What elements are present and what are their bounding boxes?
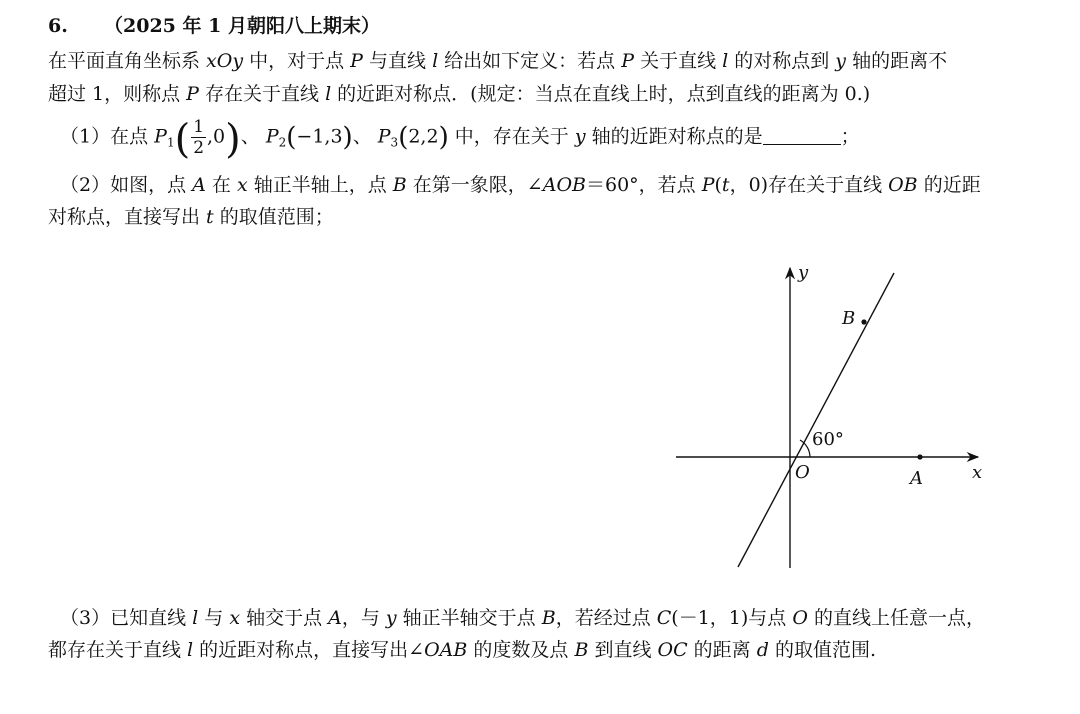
q2-text: 在 <box>205 174 237 196</box>
point-p3-coord: 2,2 <box>408 125 439 148</box>
paren-close: ) <box>342 122 353 153</box>
point-p1-name: P <box>154 125 167 148</box>
q1-text: ； <box>840 125 860 148</box>
separator: 、 <box>352 125 378 148</box>
intro-text: 与直线 <box>362 50 433 72</box>
math-var: OAB <box>424 639 468 661</box>
origin-label: O <box>795 462 810 483</box>
q3-text: 到直线 <box>588 639 658 661</box>
math-var: P <box>621 50 635 72</box>
math-var: A <box>192 174 206 196</box>
math-var: B <box>574 639 589 661</box>
q3-text: 的距离 <box>687 639 757 661</box>
intro-text: 轴的距离不 <box>846 50 948 72</box>
paren-open: ( <box>174 116 191 163</box>
math-var: x <box>236 174 248 196</box>
intro-text: 存在关于直线 <box>198 83 326 105</box>
q3-text: ，与 <box>341 607 386 629</box>
intro-text: 给出如下定义：若点 <box>438 50 622 72</box>
math-var: l <box>432 50 439 72</box>
math-var: P <box>186 83 199 105</box>
q3-text: 的度数及点 <box>467 639 575 661</box>
q3-text: ，若经过点 <box>555 607 657 629</box>
math-var: t <box>206 206 214 228</box>
point-p2-subscript: 2 <box>278 135 287 150</box>
q2-text: 的近距 <box>917 174 981 196</box>
math-var: l <box>187 639 194 661</box>
math-var: t <box>721 174 730 196</box>
q3-text: （3）已知直线 <box>60 607 193 629</box>
angle-label: 60° <box>812 429 844 450</box>
line-ob <box>738 273 894 567</box>
math-var: x <box>229 607 241 629</box>
question-3-line-1 <box>60 604 985 632</box>
math-var: l <box>192 607 199 629</box>
problem-number: 6. <box>48 15 68 37</box>
math-var: d <box>756 639 769 661</box>
math-var: C <box>656 607 672 629</box>
q1-label: （1）在点 <box>60 125 155 148</box>
q3-text: (－1，1)与点 <box>671 607 793 629</box>
intro-text: 超过 1，则称点 <box>48 83 187 105</box>
point-p3-subscript: 3 <box>390 135 399 150</box>
math-var: AOB <box>542 174 586 196</box>
q2-text: 的取值范围； <box>213 206 334 228</box>
intro-text: 中，对于点 <box>243 50 351 72</box>
point-p1-rest: ,0 <box>207 125 226 148</box>
math-var: P <box>350 50 363 72</box>
question-3-line-2 <box>48 636 876 664</box>
math-var: OC <box>657 639 688 661</box>
q1-text: 中，存在关于 <box>448 125 575 148</box>
point-p1-subscript: 1 <box>166 135 175 150</box>
point-b-dot <box>861 319 866 324</box>
q3-text: 轴正半轴交于点 <box>396 607 542 629</box>
q2-text: 对称点，直接写出 <box>48 206 207 228</box>
paren-open: ( <box>286 122 297 153</box>
math-var: OB <box>888 174 918 196</box>
math-var: O <box>792 607 808 629</box>
math-var: P <box>701 174 715 196</box>
q2-text: ＝60°，若点 <box>585 174 702 196</box>
q2-text: ( <box>714 174 722 196</box>
math-var: y <box>385 607 397 629</box>
math-var: B <box>541 607 556 629</box>
fraction-numerator: 1 <box>193 117 205 137</box>
q3-text: 的取值范围. <box>768 639 876 661</box>
point-a-dot <box>917 454 922 459</box>
paren-open: ( <box>398 122 409 153</box>
paren-close: ) <box>225 116 241 163</box>
point-p2-name: P <box>265 125 279 148</box>
fraction-denominator: 2 <box>193 138 205 158</box>
point-b-label: B <box>842 308 856 329</box>
q1-text: 轴的近距对称点的是 <box>585 125 763 148</box>
point-p2-coord: −1,3 <box>296 125 343 148</box>
math-var: A <box>328 607 342 629</box>
q2-text: （2）如图，点 <box>60 174 193 196</box>
problem-source: （2025 年 1 月朝阳八上期末） <box>104 15 380 37</box>
q3-text: 的直线上任意一点， <box>807 607 985 629</box>
y-axis-label: y <box>798 262 809 283</box>
x-axis-label: x <box>972 462 983 483</box>
q3-text: 轴交于点 <box>240 607 329 629</box>
q3-text: 都存在关于直线 <box>48 639 188 661</box>
point-p3-name: P <box>377 125 391 148</box>
intro-text: 的对称点到 <box>728 50 836 72</box>
point-a-label: A <box>910 468 923 489</box>
math-var: B <box>392 174 407 196</box>
q3-text: 与 <box>198 607 230 629</box>
separator: 、 <box>240 125 266 148</box>
math-var: y <box>835 50 847 72</box>
math-var: l <box>325 83 332 105</box>
q3-text: 的近距对称点，直接写出∠ <box>193 639 425 661</box>
q2-text: ，0)存在关于直线 <box>729 174 889 196</box>
q2-text: 轴正半轴上，点 <box>247 174 393 196</box>
intro-text: 在平面直角坐标系 <box>48 50 207 72</box>
math-var: y <box>574 125 586 148</box>
math-var: l <box>722 50 729 72</box>
math-var: xOy <box>206 50 244 72</box>
intro-text: 的近距对称点．(规定：当点在直线上时，点到直线的距离为 0.) <box>331 83 871 105</box>
paren-close: ) <box>438 122 449 153</box>
intro-text: 关于直线 <box>634 50 723 72</box>
q2-text: 在第一象限，∠ <box>406 174 543 196</box>
